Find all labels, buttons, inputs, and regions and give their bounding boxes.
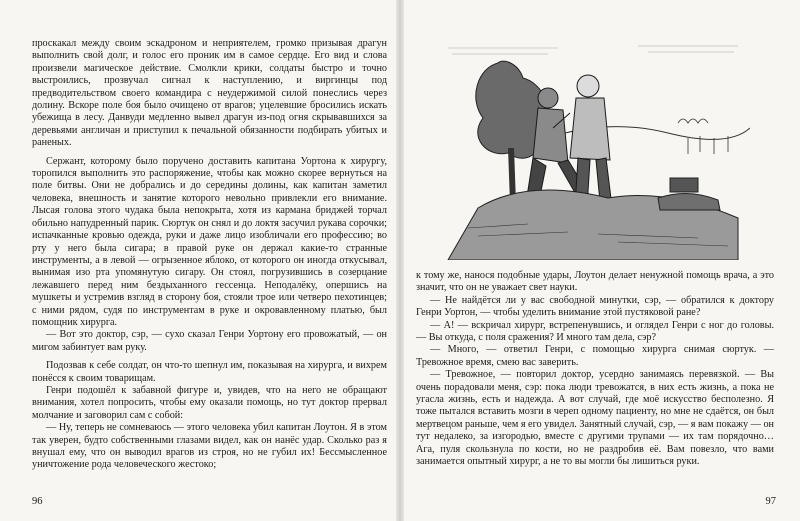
right-page-text — [416, 270, 774, 469]
paragraph: — А! — вскричал хирург, встрепенувшись, и оглядел Генри с ног до головы. — Вы откуда, с поля сражения? И много там дела, сэр? — [416, 319, 774, 344]
illustration-drawing — [438, 28, 750, 260]
paragraph: — Тревожное, — повторил доктор, усердно занимаясь перевязкой. — Вы очень порадовали меня, сэр: пока люди тревожатся, в них есть жизнь, а пока не угасла жизнь, есть и надежда. А вот случай, где моё искусство бесполезно. Я тоже пытался вставить мозги в череп одному пациенту, но мне не сдаётся, он был мертвецом раньше, чем я его увидел. Занятный случай, сэр, — я вам покажу — он тут недалеко, за изгородью, вместе с другими трупами — их там порядочно… Ага, пуля скользнула по кости, но не раздробив её. Вам повезло, что вами занимается опытный хирург, а не то вы могли бы лишиться руки. — [416, 369, 774, 468]
paragraph: Генри подошёл к забавной фигуре и, увидев, что на него не обращают внимания, хотел попросить, чтобы ему оказали помощь, но тут доктор прервал молчание и заговорил сам с собой: — [32, 384, 387, 421]
engraving-illustration — [438, 28, 750, 260]
paragraph: — Ну, теперь не сомневаюсь — этого человека убил капитан Лоутон. Я в этом так уверен, будто собственными глазами видел, как он нанёс удар. Сколько раз я внушал ему, что он выводил врагов из строя, но не губил их! Бессмысленное уничтожение рода человеческого жестоко; — [32, 422, 387, 471]
paragraph: — Вот это доктор, сэр, — сухо сказал Генри Уортону его провожатый, — он мигом забинтует вам руку. — [32, 329, 387, 353]
paragraph: проскакал между своим эскадроном и неприятелем, громко призывая драгун выполнить свой долг, и голос его проник им в самое сердце. Его вид и слова произвели магическое действие. Смолкли крики, солдаты быстро и точно выстроились, прозвучал сигнал к наступлению, и виргинцы под предводительством своего командира с неудержимой силой понеслись через долину. Вскоре поле боя было очищено от врагов; уцелевшие бросились искать убежища в лесу. Данвуди медленно вывел драгун из-под огня скрывавшихся за деревьями англичан и приступил к печальной обязанности подбирать убитых и раненых. — [32, 38, 387, 149]
page-number-right: 97 — [765, 496, 776, 507]
left-page-text — [32, 38, 387, 472]
paragraph: — Много, — ответил Генри, с помощью хирурга снимая сюртук. — Тревожное время, смею вас заверить. — [416, 344, 774, 368]
paragraph: — Не найдётся ли у вас свободной минутки, сэр, — обратился к доктору Генри Уортон, — чтобы уделить внимание этой пустяковой ране? — [416, 294, 774, 319]
book-gutter — [396, 0, 404, 521]
paragraph: Подозвав к себе солдат, он что-то шепнул им, показывая на хирурга, и вихрем понёсся к своим товарищам. — [32, 360, 387, 384]
page-number-left: 96 — [32, 496, 43, 507]
paragraph: к тому же, нанося подобные удары, Лоутон делает ненужной помощь врача, а это значит, что он не уважает свет науки. — [416, 270, 774, 294]
paragraph: Сержант, которому было поручено доставить капитана Уортона к хирургу, торопился выполнить это распоряжение, чтобы как можно скорее вернуться на поле битвы. Они не добрались и до середины долины, как капитан заметил человека, внешность и занятие которого невольно привлекли его внимание. Лысая голова этого чудака была непокрыта, хотя из кармана бриджей торчал обильно напудренный парик. Сюртук он снял и до локтя засучил рукава сорочки; испачканные кровью одежда, руки и даже лицо изобличали его профессию; во рту у него была сигара; в правой руке он держал какие-то странные инструменты, а в левой — огрызенное яблоко, от которого он иногда откусывал, вынимая изо рта упомянутую сигару. Он стоял, погрузившись в созерцание лежавшего перед ним бездыханного гессенца. Неподалёку, опершись на мушкеты и устремив взгляд в сторону боя, стояли трое или четверо пехотинцев; с ними рядом, судя по инструментам в руке и окровавленному платью, был помощник хирурга. — [32, 155, 387, 328]
